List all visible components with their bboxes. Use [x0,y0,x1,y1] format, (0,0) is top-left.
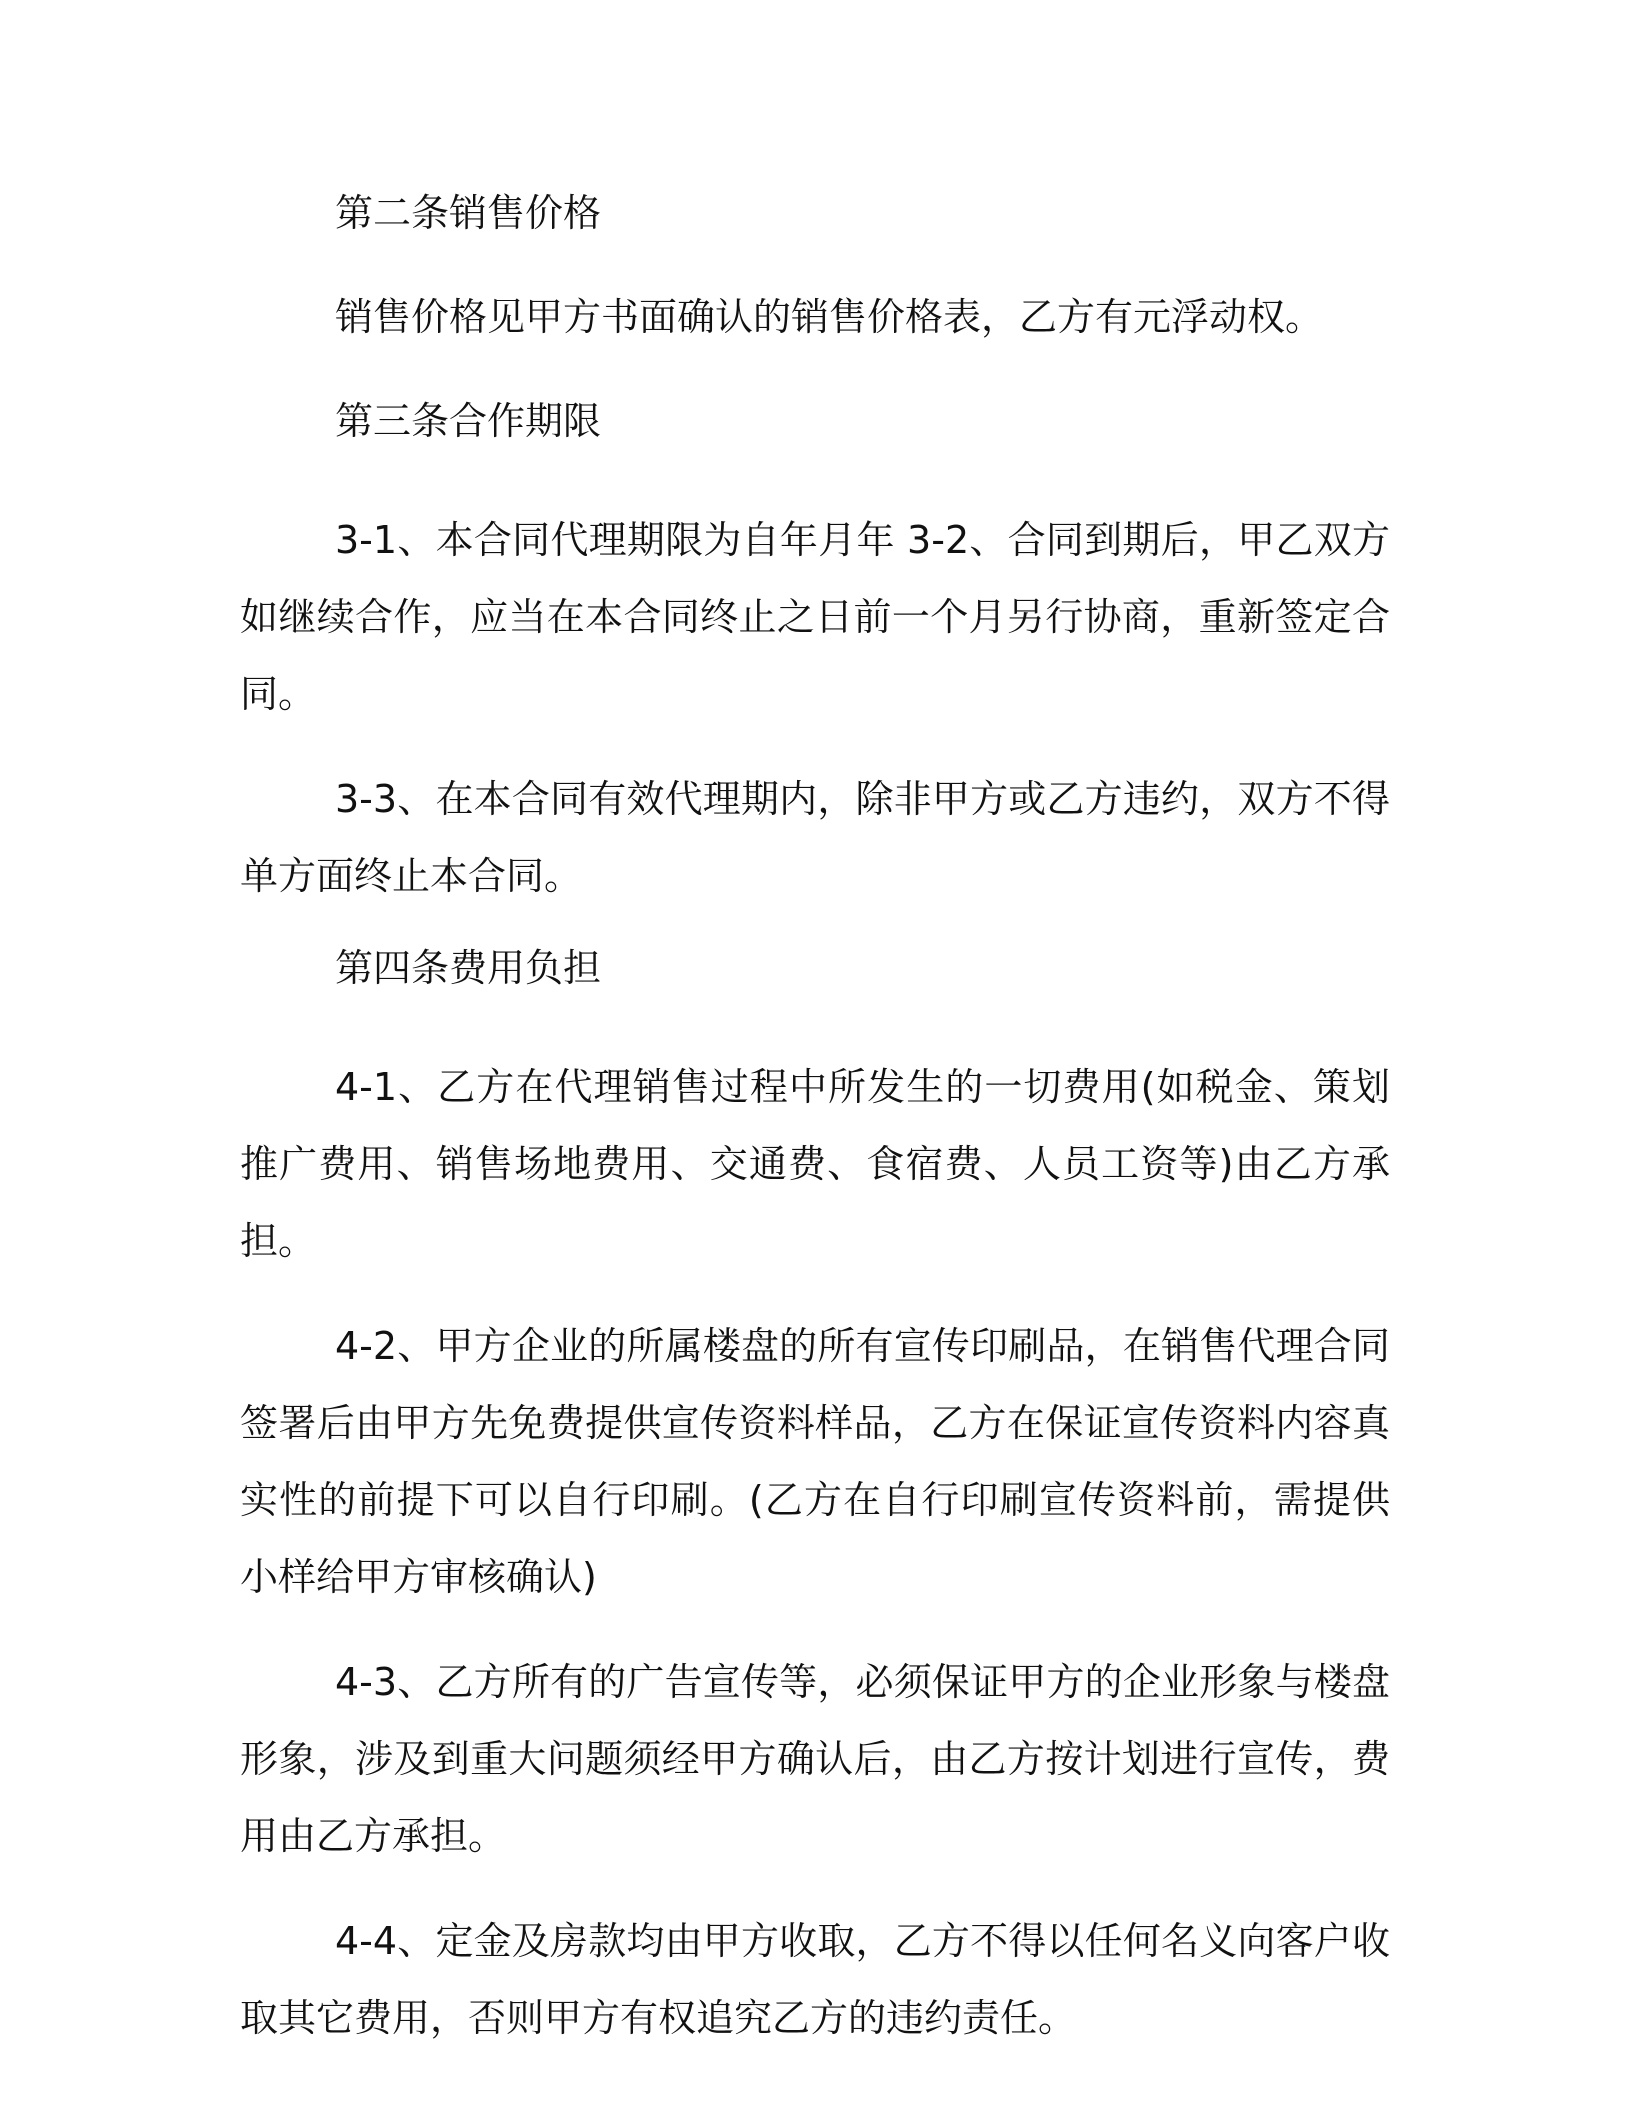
section-heading-costs: 第四条费用负担 [335,946,602,990]
paragraph-sales-price: 销售价格见甲方书面确认的销售价格表，乙方有元浮动权。 [335,295,1324,339]
paragraph-4-1: 4-1、乙方在代理销售过程中所发生的一切费用(如税金、策划推广费用、销售场地费用、交通费、食宿费、人员工资等)由乙方承担。 [240,1065,1390,1263]
paragraph-4-4: 4-4、定金及房款均由甲方收取，乙方不得以任何名义向客户收取其它费用，否则甲方有权追究乙方的违约责任。 [240,1919,1390,2040]
paragraph-4-3: 4-3、乙方所有的广告宣传等，必须保证甲方的企业形象与楼盘形象，涉及到重大问题须经甲方确认后，由乙方按计划进行宣传，费用由乙方承担。 [240,1660,1390,1858]
section-heading-sales-price: 第二条销售价格 [335,191,602,235]
section-heading-term: 第三条合作期限 [335,399,602,443]
paragraph-4-2: 4-2、甲方企业的所属楼盘的所有宣传印刷品，在销售代理合同签署后由甲方先免费提供宣传资料样品，乙方在保证宣传资料内容真实性的前提下可以自行印刷。(乙方在自行印刷宣传资料前，需提供小样给甲方审核确认) [240,1324,1390,1599]
paragraph-3-1: 3-1、本合同代理期限为自年月年 3-2、合同到期后，甲乙双方如继续合作，应当在本合同终止之日前一个月另行协商，重新签定合同。 [240,518,1390,716]
document-body [240,190,1390,2085]
paragraph-3-3: 3-3、在本合同有效代理期内，除非甲方或乙方违约，双方不得单方面终止本合同。 [240,777,1390,898]
